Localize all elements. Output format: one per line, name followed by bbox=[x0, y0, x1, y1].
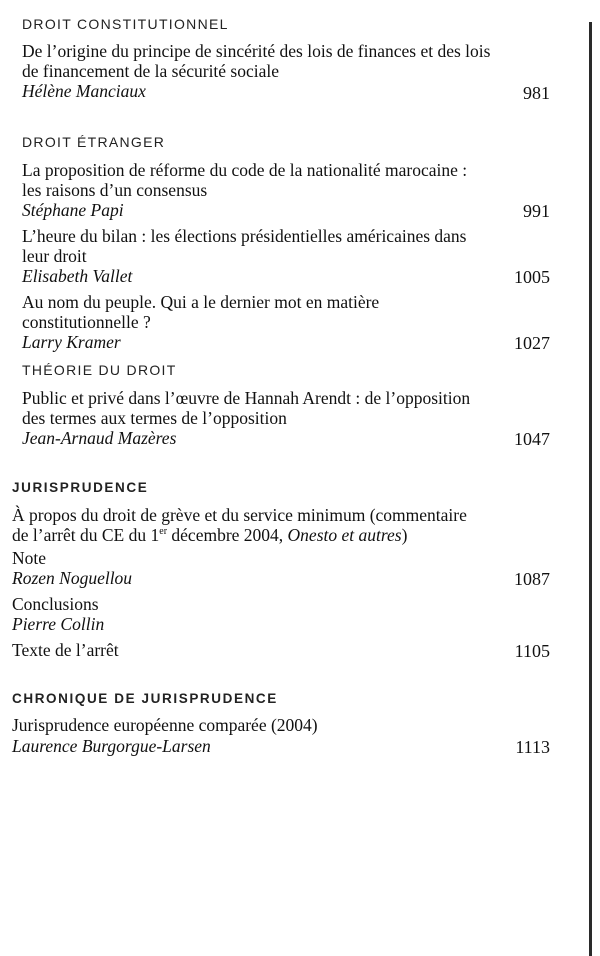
section-heading-theorie-du-droit: THÉORIE DU DROIT bbox=[22, 362, 177, 378]
entry-page-number: 991 bbox=[523, 201, 550, 221]
entry-title-line bbox=[12, 525, 407, 545]
title-text: décembre 2004, bbox=[167, 525, 288, 545]
entry-title-line: À propos du droit de grève et du service minimum (commentaire bbox=[12, 505, 467, 525]
title-text: de l’arrêt du CE du 1 bbox=[12, 525, 160, 545]
subentry-label-texte: Texte de l’arrêt bbox=[12, 640, 119, 660]
entry-author: Pierre Collin bbox=[12, 614, 105, 634]
entry-page-number: 981 bbox=[523, 83, 550, 103]
subentry-label-conclusions: Conclusions bbox=[12, 594, 99, 614]
title-text: ) bbox=[401, 525, 408, 545]
entry-title-line: les raisons d’un consensus bbox=[22, 180, 208, 200]
case-name: Onesto et autres bbox=[287, 525, 402, 545]
section-heading-jurisprudence: JURISPRUDENCE bbox=[12, 480, 149, 495]
subentry-label-note: Note bbox=[12, 548, 47, 568]
ordinal-superscript: er bbox=[159, 526, 168, 537]
entry-author: Laurence Burgorgue-Larsen bbox=[12, 736, 211, 756]
entry-title-line: De l’origine du principe de sincérité des lois de finances et des lois bbox=[22, 41, 491, 61]
entry-author: Elisabeth Vallet bbox=[22, 266, 133, 286]
entry-title-line: La proposition de réforme du code de la nationalité marocaine : bbox=[22, 160, 468, 180]
entry-page-number: 1113 bbox=[515, 737, 550, 757]
entry-page-number: 1027 bbox=[514, 333, 550, 353]
entry-author: Stéphane Papi bbox=[22, 200, 124, 220]
entry-title-line: des termes aux termes de l’opposition bbox=[22, 408, 287, 428]
entry-title-line: Public et privé dans l’œuvre de Hannah Arendt : de l’opposition bbox=[22, 388, 471, 408]
entry-author: Hélène Manciaux bbox=[22, 81, 146, 101]
entry-title-line: L’heure du bilan : les élections présidentielles américaines dans bbox=[22, 226, 467, 246]
section-heading-droit-etranger: DROIT ÉTRANGER bbox=[22, 134, 166, 150]
entry-title-line: de financement de la sécurité sociale bbox=[22, 61, 280, 81]
entry-page-number: 1105 bbox=[514, 641, 550, 661]
entry-title-line: Jurisprudence européenne comparée (2004) bbox=[12, 715, 318, 735]
entry-title-line: constitutionnelle ? bbox=[22, 312, 151, 332]
entry-page-number: 1087 bbox=[514, 569, 550, 589]
entry-author: Rozen Noguellou bbox=[12, 568, 133, 588]
entry-title-line: leur droit bbox=[22, 246, 87, 266]
entry-title-line: Au nom du peuple. Qui a le dernier mot en matière bbox=[22, 292, 380, 312]
section-heading-chronique: CHRONIQUE DE JURISPRUDENCE bbox=[12, 691, 278, 706]
entry-page-number: 1047 bbox=[514, 429, 550, 449]
section-heading-droit-constitutionnel: DROIT CONSTITUTIONNEL bbox=[22, 16, 229, 32]
entry-author: Jean-Arnaud Mazères bbox=[22, 428, 177, 448]
entry-page-number: 1005 bbox=[514, 267, 550, 287]
entry-author: Larry Kramer bbox=[22, 332, 121, 352]
